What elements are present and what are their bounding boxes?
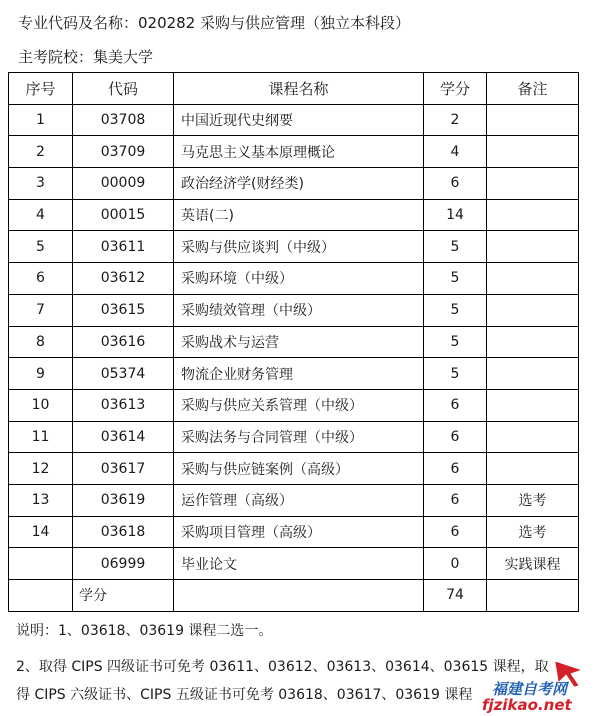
table-row (9, 358, 579, 390)
row-number: 10 (9, 389, 73, 421)
course-name: 毕业论文 (174, 548, 424, 580)
column-header: 备注 (487, 73, 579, 105)
total-credit-value: 74 (424, 580, 487, 612)
course-note (487, 358, 579, 390)
course-name: 英语(二) (174, 199, 424, 231)
watermark-url: fjzikao.net (482, 696, 572, 714)
row-number (9, 548, 73, 580)
column-header: 序号 (9, 73, 73, 105)
row-number: 7 (9, 294, 73, 326)
watermark-site-name: 福建自考网 (492, 680, 568, 698)
course-name: 采购绩效管理（中级） (174, 294, 424, 326)
course-note (487, 263, 579, 295)
course-code: 03619 (73, 484, 174, 516)
total-row-empty-cell (174, 580, 424, 612)
course-note: 选考 (487, 516, 579, 548)
column-header: 代码 (73, 73, 174, 105)
course-credit: 5 (424, 231, 487, 263)
course-code: 03618 (73, 516, 174, 548)
course-credit: 2 (424, 104, 487, 136)
table-row (9, 104, 579, 136)
row-number: 4 (9, 199, 73, 231)
course-credit: 6 (424, 421, 487, 453)
course-note (487, 136, 579, 168)
course-name: 采购与供应关系管理（中级） (174, 389, 424, 421)
course-note (487, 389, 579, 421)
column-header: 课程名称 (174, 73, 424, 105)
table-header-row (9, 73, 579, 105)
table-row (9, 231, 579, 263)
total-row (9, 580, 579, 612)
course-code: 03612 (73, 263, 174, 295)
course-code: 03615 (73, 294, 174, 326)
course-code: 03614 (73, 421, 174, 453)
row-number: 1 (9, 104, 73, 136)
table-row (9, 326, 579, 358)
course-code: 03709 (73, 136, 174, 168)
row-number: 14 (9, 516, 73, 548)
table-row (9, 294, 579, 326)
course-code: 05374 (73, 358, 174, 390)
course-note (487, 199, 579, 231)
course-note (487, 326, 579, 358)
course-note (487, 231, 579, 263)
course-name: 采购战术与运营 (174, 326, 424, 358)
course-code: 00015 (73, 199, 174, 231)
course-credit: 6 (424, 389, 487, 421)
course-code: 03613 (73, 389, 174, 421)
note-line-2: 2、取得 CIPS 四级证书可免考 03611、03612、03613、03614、03615 课程，取 (16, 659, 549, 675)
note-line-3: 得 CIPS 六级证书、CIPS 五级证书可免考 03618、03617、03619 课程 (16, 687, 473, 703)
row-number: 2 (9, 136, 73, 168)
table-row (9, 136, 579, 168)
row-number: 11 (9, 421, 73, 453)
course-code: 03617 (73, 453, 174, 485)
course-name: 中国近现代史纲要 (174, 104, 424, 136)
course-name: 采购项目管理（高级） (174, 516, 424, 548)
course-code: 03611 (73, 231, 174, 263)
major-title: 专业代码及名称：020282 采购与供应管理（独立本科段） (18, 14, 411, 32)
course-name: 采购法务与合同管理（中级） (174, 421, 424, 453)
row-number: 13 (9, 484, 73, 516)
column-header: 学分 (424, 73, 487, 105)
note-line-1: 说明：1、03618、03619 课程二选一。 (16, 623, 273, 639)
course-credit: 5 (424, 358, 487, 390)
course-note: 实践课程 (487, 548, 579, 580)
table-row (9, 199, 579, 231)
course-code: 00009 (73, 168, 174, 200)
course-credit: 6 (424, 516, 487, 548)
course-code: 03616 (73, 326, 174, 358)
course-table (8, 72, 579, 612)
row-number: 6 (9, 263, 73, 295)
table-row (9, 548, 579, 580)
course-credit: 5 (424, 263, 487, 295)
course-credit: 0 (424, 548, 487, 580)
row-number: 12 (9, 453, 73, 485)
course-credit: 6 (424, 168, 487, 200)
row-number: 8 (9, 326, 73, 358)
course-credit: 5 (424, 294, 487, 326)
course-credit: 14 (424, 199, 487, 231)
site-watermark (478, 656, 596, 714)
total-row-empty-cell (9, 580, 73, 612)
course-name: 运作管理（高级） (174, 484, 424, 516)
course-credit: 5 (424, 326, 487, 358)
course-name: 采购与供应谈判（中级） (174, 231, 424, 263)
course-note (487, 104, 579, 136)
course-name: 采购环境（中级） (174, 263, 424, 295)
total-row-empty-cell (487, 580, 579, 612)
table-row (9, 168, 579, 200)
course-name: 采购与供应链案例（高级） (174, 453, 424, 485)
table-row (9, 516, 579, 548)
course-name: 马克思主义基本原理概论 (174, 136, 424, 168)
course-note (487, 168, 579, 200)
table-row (9, 453, 579, 485)
course-note (487, 421, 579, 453)
course-credit: 6 (424, 484, 487, 516)
row-number: 5 (9, 231, 73, 263)
course-credit: 4 (424, 136, 487, 168)
table-row (9, 484, 579, 516)
course-code: 06999 (73, 548, 174, 580)
row-number: 9 (9, 358, 73, 390)
course-name: 政治经济学(财经类) (174, 168, 424, 200)
school-title: 主考院校：集美大学 (18, 48, 154, 66)
course-code: 03708 (73, 104, 174, 136)
course-name: 物流企业财务管理 (174, 358, 424, 390)
table-row (9, 421, 579, 453)
course-note: 选考 (487, 484, 579, 516)
total-credit-label: 学分 (73, 580, 174, 612)
row-number: 3 (9, 168, 73, 200)
table-row (9, 389, 579, 421)
course-credit: 6 (424, 453, 487, 485)
table-row (9, 263, 579, 295)
course-note (487, 453, 579, 485)
course-note (487, 294, 579, 326)
